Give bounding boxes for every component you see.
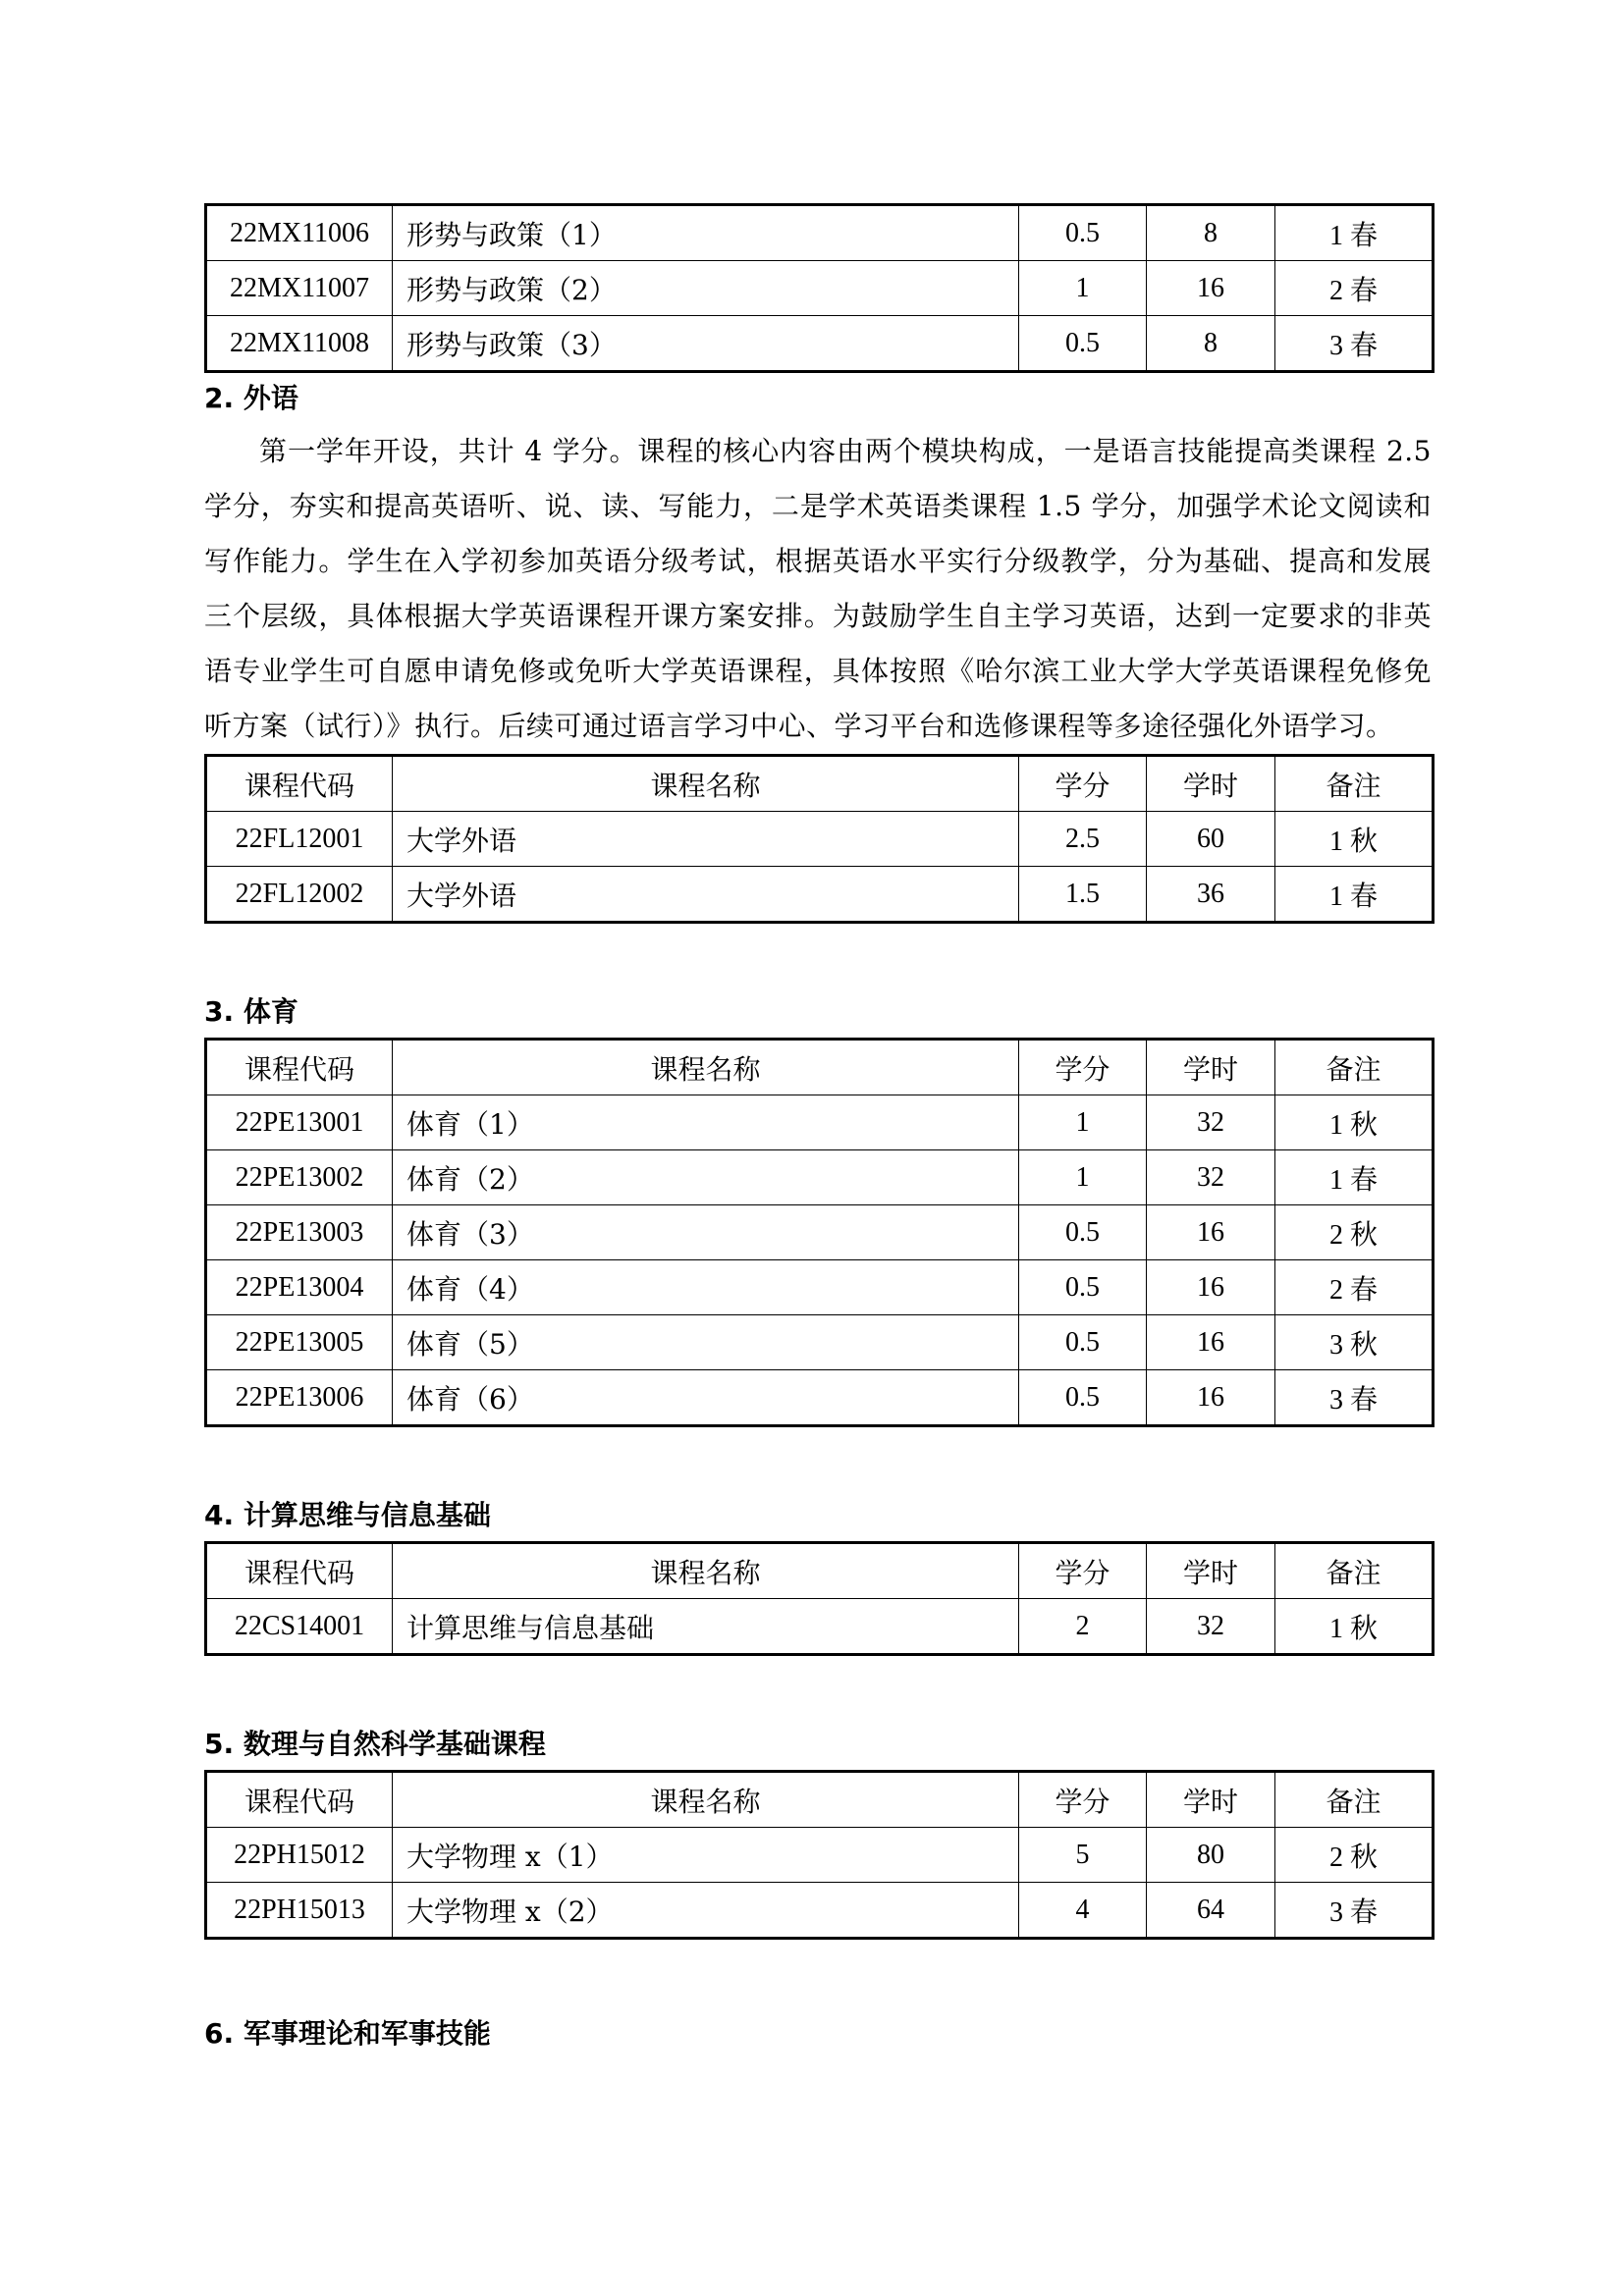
table-header-row (206, 1772, 1434, 1828)
cell-code: 22PH15012 (206, 1828, 393, 1883)
header-cell-code: 课程代码 (206, 1040, 393, 1095)
table-row (206, 812, 1434, 867)
cell-code: 22PE13002 (206, 1150, 393, 1205)
header-cell-hours: 学时 (1147, 1543, 1275, 1599)
cell-note: 1 秋 (1275, 1599, 1434, 1655)
cell-code: 22MX11006 (206, 205, 393, 261)
cell-note: 1 秋 (1275, 1095, 1434, 1150)
header-cell-credit: 学分 (1019, 1040, 1147, 1095)
table-row (206, 1883, 1434, 1939)
cell-code: 22FL12002 (206, 867, 393, 923)
cell-code: 22MX11007 (206, 261, 393, 316)
cell-credit: 0.5 (1019, 1315, 1147, 1370)
cell-note: 3 春 (1275, 316, 1434, 372)
cell-name: 体育（3） (393, 1205, 1019, 1260)
cell-code: 22PE13003 (206, 1205, 393, 1260)
cell-hours: 32 (1147, 1599, 1275, 1655)
cell-note: 3 春 (1275, 1370, 1434, 1426)
foreign-language-description: 第一学年开设，共计 4 学分。课程的核心内容由两个模块构成，一是语言技能提高类课程 2.5 学分，夯实和提高英语听、说、读、写能力，二是学术英语类课程 1.5 学分，加强学术论文阅读和写作能力。学生在入学初参加英语分级考试，根据英语水平实行分级教学，分为基础、提高和发展三个层级，具体根据大学英语课程开课方案安排。为鼓励学生自主学习英语，达到一定要求的非英语专业学生可自愿申请免修或免听大学英语课程，具体按照《哈尔滨工业大学大学英语课程免修免听方案（试行）》执行。后续可通过语言学习中心、学习平台和选修课程等多途径强化外语学习。 (204, 435, 1432, 742)
cell-name: 体育（6） (393, 1370, 1019, 1426)
cell-credit: 4 (1019, 1883, 1147, 1939)
course-table-pe (204, 1038, 1435, 1427)
section-heading-science: 5. 数理与自然科学基础课程 (204, 1728, 546, 1760)
header-cell-note: 备注 (1275, 1040, 1434, 1095)
header-cell-note: 备注 (1275, 1772, 1434, 1828)
table-header-row (206, 1040, 1434, 1095)
course-table-science (204, 1770, 1435, 1940)
cell-name: 体育（1） (393, 1095, 1019, 1150)
header-cell-credit: 学分 (1019, 1772, 1147, 1828)
header-cell-name: 课程名称 (393, 756, 1019, 812)
cell-code: 22PE13004 (206, 1260, 393, 1315)
cell-note: 2 春 (1275, 1260, 1434, 1315)
section-heading-pe: 3. 体育 (204, 995, 298, 1028)
header-cell-hours: 学时 (1147, 1040, 1275, 1095)
cell-note: 3 春 (1275, 1883, 1434, 1939)
cell-note: 2 春 (1275, 261, 1434, 316)
cell-credit: 0.5 (1019, 1205, 1147, 1260)
table-row (206, 1150, 1434, 1205)
cell-note: 1 春 (1275, 205, 1434, 261)
header-cell-credit: 学分 (1019, 756, 1147, 812)
section-heading-foreign-language: 2. 外语 (204, 382, 298, 414)
table-header-row (206, 1543, 1434, 1599)
cell-hours: 8 (1147, 316, 1275, 372)
table-header-row (206, 756, 1434, 812)
cell-credit: 0.5 (1019, 1370, 1147, 1426)
cell-name: 体育（4） (393, 1260, 1019, 1315)
cell-code: 22MX11008 (206, 316, 393, 372)
cell-hours: 60 (1147, 812, 1275, 867)
cell-name: 体育（5） (393, 1315, 1019, 1370)
cell-name: 大学物理 x（1） (393, 1828, 1019, 1883)
cell-credit: 0.5 (1019, 316, 1147, 372)
cell-credit: 1 (1019, 261, 1147, 316)
cell-note: 1 秋 (1275, 812, 1434, 867)
cell-hours: 16 (1147, 1370, 1275, 1426)
document-page (204, 203, 1432, 2059)
cell-hours: 36 (1147, 867, 1275, 923)
cell-name: 计算思维与信息基础 (393, 1599, 1019, 1655)
cell-hours: 8 (1147, 205, 1275, 261)
cell-code: 22PH15013 (206, 1883, 393, 1939)
cell-hours: 16 (1147, 1315, 1275, 1370)
cell-credit: 5 (1019, 1828, 1147, 1883)
cell-credit: 2 (1019, 1599, 1147, 1655)
table-row (206, 1315, 1434, 1370)
header-cell-name: 课程名称 (393, 1040, 1019, 1095)
cell-hours: 16 (1147, 1260, 1275, 1315)
table-row (206, 316, 1434, 372)
cell-credit: 1.5 (1019, 867, 1147, 923)
cell-name: 大学外语 (393, 867, 1019, 923)
table-row (206, 1260, 1434, 1315)
header-cell-credit: 学分 (1019, 1543, 1147, 1599)
cell-hours: 16 (1147, 1205, 1275, 1260)
header-cell-name: 课程名称 (393, 1772, 1019, 1828)
header-cell-note: 备注 (1275, 756, 1434, 812)
table-row (206, 261, 1434, 316)
cell-hours: 80 (1147, 1828, 1275, 1883)
table-row (206, 1599, 1434, 1655)
cell-code: 22CS14001 (206, 1599, 393, 1655)
cell-hours: 16 (1147, 261, 1275, 316)
cell-credit: 1 (1019, 1150, 1147, 1205)
section-heading-military: 6. 军事理论和军事技能 (204, 2017, 491, 2050)
header-cell-hours: 学时 (1147, 756, 1275, 812)
header-cell-code: 课程代码 (206, 1772, 393, 1828)
table-row (206, 867, 1434, 923)
cell-credit: 2.5 (1019, 812, 1147, 867)
cell-note: 3 秋 (1275, 1315, 1434, 1370)
cell-credit: 1 (1019, 1095, 1147, 1150)
header-cell-code: 课程代码 (206, 756, 393, 812)
table-row (206, 1205, 1434, 1260)
course-table-computing (204, 1541, 1435, 1656)
cell-name: 形势与政策（3） (393, 316, 1019, 372)
cell-name: 形势与政策（2） (393, 261, 1019, 316)
cell-name: 大学外语 (393, 812, 1019, 867)
course-table-foreign-language (204, 754, 1435, 924)
cell-name: 形势与政策（1） (393, 205, 1019, 261)
cell-note: 2 秋 (1275, 1828, 1434, 1883)
course-table-politics (204, 203, 1435, 373)
cell-hours: 32 (1147, 1150, 1275, 1205)
cell-note: 1 春 (1275, 867, 1434, 923)
header-cell-note: 备注 (1275, 1543, 1434, 1599)
cell-hours: 64 (1147, 1883, 1275, 1939)
table-row (206, 1095, 1434, 1150)
header-cell-hours: 学时 (1147, 1772, 1275, 1828)
cell-code: 22PE13001 (206, 1095, 393, 1150)
cell-credit: 0.5 (1019, 1260, 1147, 1315)
cell-name: 体育（2） (393, 1150, 1019, 1205)
cell-credit: 0.5 (1019, 205, 1147, 261)
header-cell-code: 课程代码 (206, 1543, 393, 1599)
table-row (206, 205, 1434, 261)
cell-note: 2 秋 (1275, 1205, 1434, 1260)
cell-code: 22PE13006 (206, 1370, 393, 1426)
table-row (206, 1370, 1434, 1426)
section-heading-computing: 4. 计算思维与信息基础 (204, 1499, 491, 1531)
table-row (206, 1828, 1434, 1883)
cell-code: 22PE13005 (206, 1315, 393, 1370)
cell-note: 1 春 (1275, 1150, 1434, 1205)
cell-hours: 32 (1147, 1095, 1275, 1150)
cell-code: 22FL12001 (206, 812, 393, 867)
header-cell-name: 课程名称 (393, 1543, 1019, 1599)
cell-name: 大学物理 x（2） (393, 1883, 1019, 1939)
